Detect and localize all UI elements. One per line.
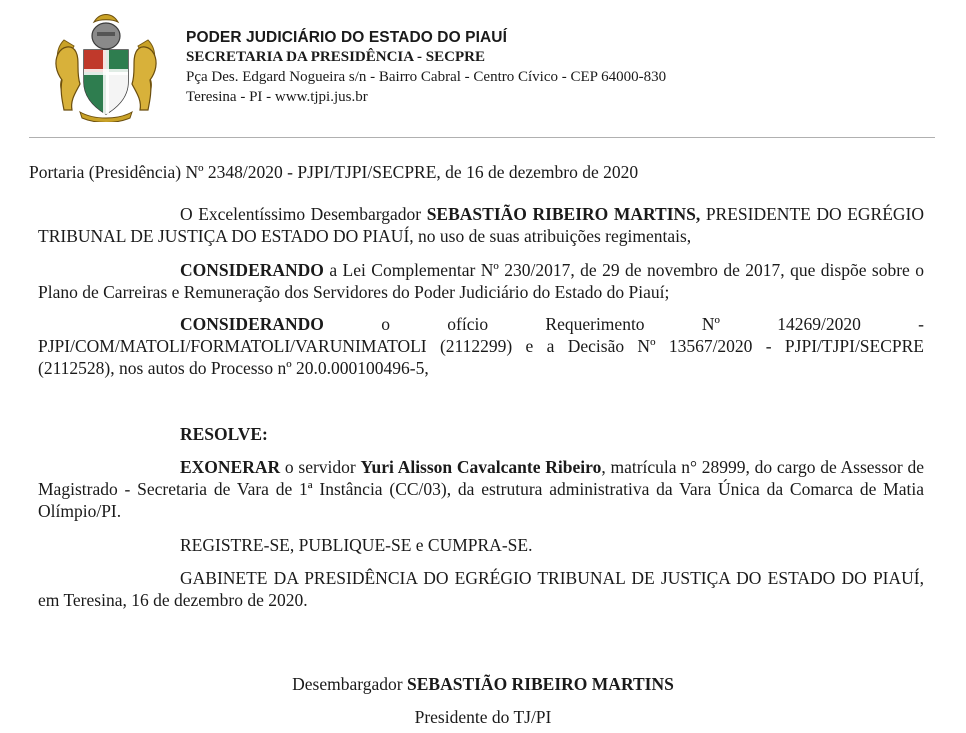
exonerar-text-b: o servidor [280,457,361,477]
considerando-2-text: o ofício Requerimento Nº 14269/2020 - PJPI/COM/MATOLI/FORMATOLI/VARUNIMATOLI (2112299) e a Decisão Nº 13567/2020 - PJPI/TJPI/SECPRE (2112528), nos autos do Processo nº 20.0.000100496-5, [38,314,924,378]
exonerar-label: EXONERAR [180,457,281,477]
portaria-heading: Portaria (Presidência) Nº 2348/2020 - PJPI/TJPI/SECPRE, de 16 de dezembro de 2020 [29,162,639,182]
exonerar-text-d: , matrícula n° 28999, do cargo de Assessor de Magistrado - Secretaria de Vara de 1ª Instância (CC/03), da estrutura administrativa da Vara Única da Comarca de Matia Olímpio/PI. [38,457,924,521]
preamble-text-c: PRESIDENTE DO EGRÉGIO TRIBUNAL DE JUSTIÇA DO ESTADO DO PIAUÍ, no uso de suas atribuições regimentais, [38,204,924,246]
signature-name: SEBASTIÃO RIBEIRO MARTINS [407,674,674,694]
department-name: SECRETARIA DA PRESIDÊNCIA - SECPRE [186,49,485,65]
paragraph-preamble [38,203,924,247]
paragraph-exonerar [38,456,924,522]
paragraph-considerando-1 [38,259,924,303]
signature-line [0,673,966,695]
preamble-name: SEBASTIÃO RIBEIRO MARTINS, [426,204,701,224]
court-coat-of-arms-icon [50,10,162,122]
city-website-line: Teresina - PI - www.tjpi.jus.br [186,89,368,105]
considerando-1-label: CONSIDERANDO [180,260,324,280]
resolve-heading [38,423,924,445]
header-divider [29,137,935,138]
signature-prefix: Desembargador [292,674,407,694]
registre-text: REGISTRE-SE, PUBLIQUE-SE e CUMPRA-SE. [180,535,533,555]
paragraph-gabinete [38,567,924,611]
gabinete-text: GABINETE DA PRESIDÊNCIA DO EGRÉGIO TRIBUNAL DE JUSTIÇA DO ESTADO DO PIAUÍ, em Teresina, 16 de dezembro de 2020. [38,568,924,610]
letterhead [50,10,930,125]
considerando-2-label: CONSIDERANDO [180,314,324,334]
address-line: Pça Des. Edgard Nogueira s/n - Bairro Cabral - Centro Cívico - CEP 64000-830 [186,69,667,85]
considerando-1-text: a Lei Complementar Nº 230/2017, de 29 de novembro de 2017, que dispõe sobre o Plano de Carreiras e Remuneração dos Servidores do Poder Judiciário do Estado do Piauí; [38,260,924,302]
preamble-text-a: O Excelentíssimo Desembargador [180,204,427,224]
letterhead-text [186,28,666,107]
signature-role: Presidente do TJ/PI [414,707,552,727]
paragraph-considerando-2 [38,313,924,379]
servant-name: Yuri Alisson Cavalcante Ribeiro [360,457,602,477]
institution-name: PODER JUDICIÁRIO DO ESTADO DO PIAUÍ [186,29,507,46]
resolve-label: RESOLVE: [180,424,268,444]
paragraph-registre [38,534,924,556]
